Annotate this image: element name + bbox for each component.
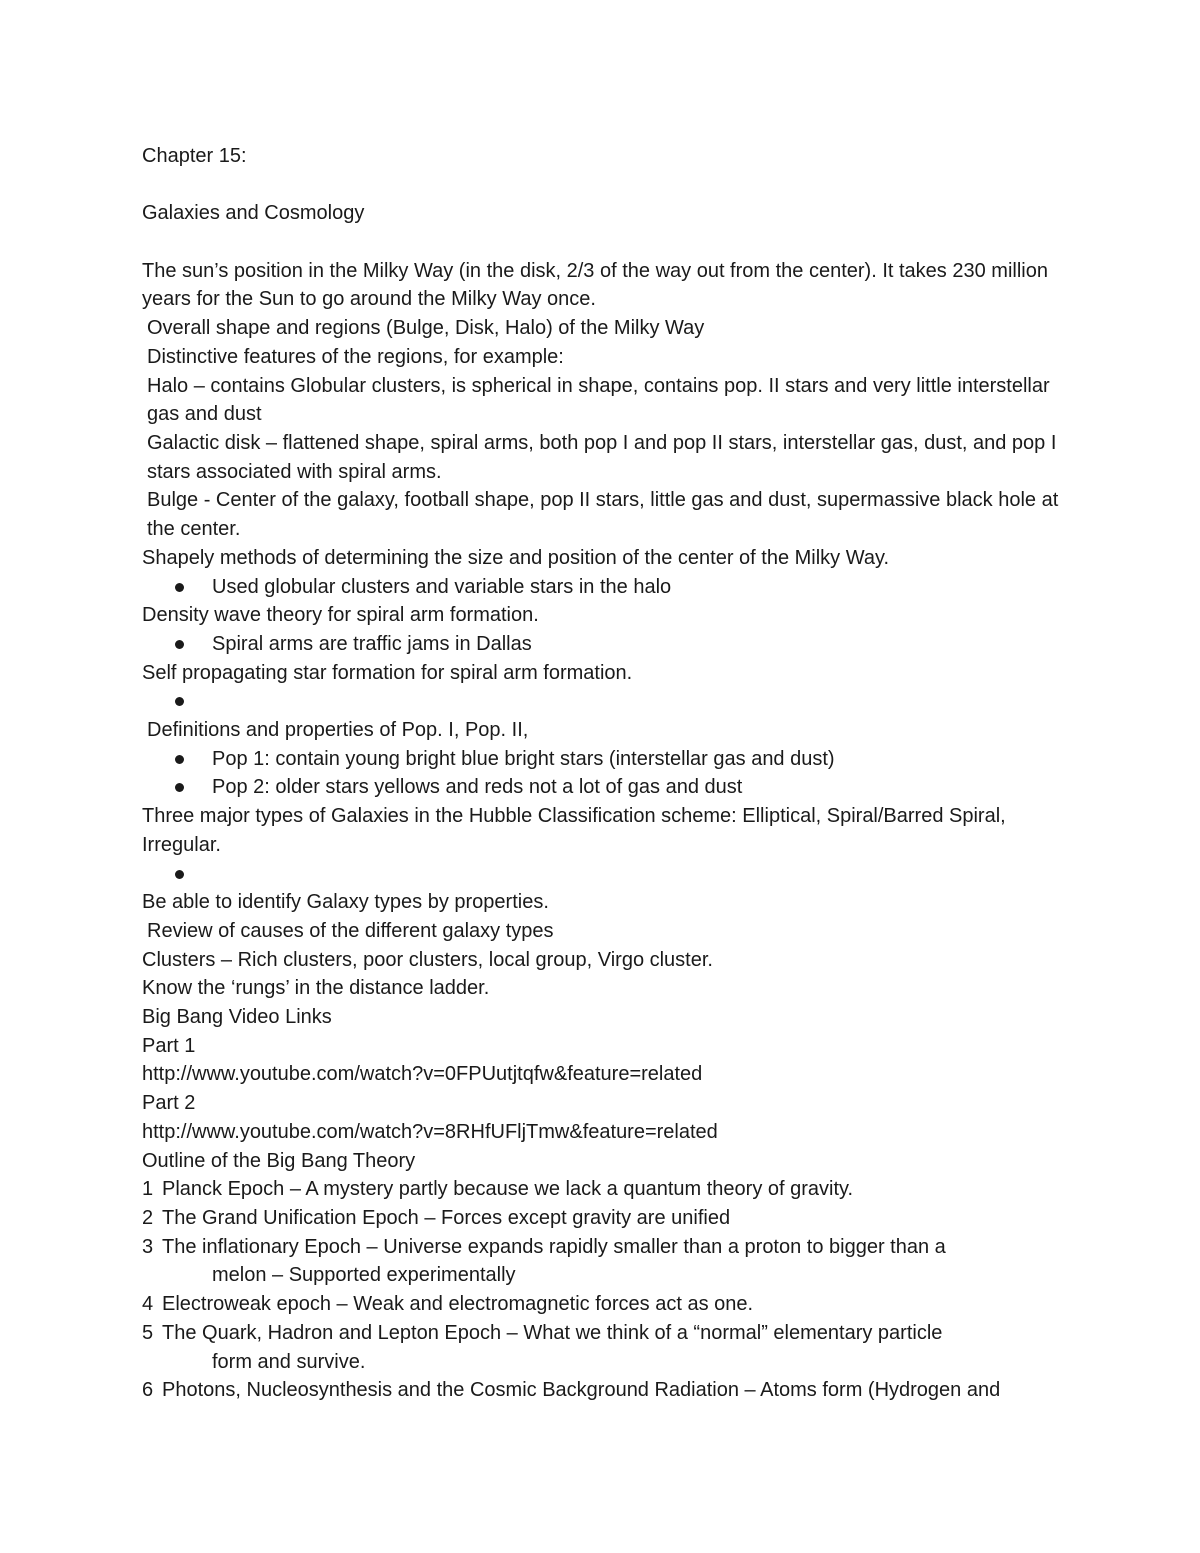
epoch-text-continued: melon – Supported experimentally — [212, 1264, 516, 1287]
paragraph-sun-position: The sun’s position in the Milky Way (in the disk, 2/3 of the way out from the center). It takes 230 million years for the Sun to go around the Milky Way once. — [142, 259, 1048, 311]
epoch-number: 5 — [142, 1321, 154, 1344]
epoch-item — [142, 1204, 1072, 1233]
part-2-url: http://www.youtube.com/watch?v=8RHfUFljTmw&feature=related — [142, 1120, 718, 1143]
epoch-text: The inflationary Epoch – Universe expands rapidly smaller than a proton to bigger than a — [162, 1235, 946, 1258]
bullet-item — [142, 630, 1072, 659]
bullet-text: Used globular clusters and variable stars in the halo — [212, 575, 672, 598]
epoch-item — [142, 1233, 1072, 1290]
chapter-heading: Chapter 15: — [142, 145, 247, 167]
blank-line — [142, 171, 1072, 200]
bullet-icon — [175, 783, 184, 792]
paragraph-self-propagating: Self propagating star formation for spiral arm formation. — [142, 661, 633, 684]
document-title: Galaxies and Cosmology — [142, 202, 365, 225]
epoch-item — [142, 1376, 1072, 1405]
paragraph-outline: Outline of the Big Bang Theory — [142, 1149, 416, 1172]
epoch-number: 3 — [142, 1235, 154, 1258]
epoch-text: Electroweak epoch – Weak and electromagnetic forces act as one. — [162, 1293, 754, 1316]
paragraph-distinctive-features: Distinctive features of the regions, for example: — [147, 345, 564, 368]
paragraph-clusters: Clusters – Rich clusters, poor clusters, local group, Virgo cluster. — [142, 948, 713, 971]
epoch-item — [142, 1290, 1072, 1319]
paragraph-definitions: Definitions and properties of Pop. I, Pop. II, — [147, 719, 529, 742]
bullet-item — [142, 573, 1072, 602]
epoch-text: Planck Epoch – A mystery partly because we lack a quantum theory of gravity. — [162, 1178, 854, 1201]
bullet-item — [142, 773, 1072, 802]
epoch-text: Photons, Nucleosynthesis and the Cosmic Background Radiation – Atoms form (Hydrogen and — [162, 1379, 1001, 1402]
bullet-text: Pop 1: contain young bright blue bright stars (interstellar gas and dust) — [212, 747, 835, 770]
epoch-text-continued: form and survive. — [212, 1350, 366, 1373]
epoch-number: 6 — [142, 1379, 154, 1402]
epoch-text: The Quark, Hadron and Lepton Epoch – What we think of a “normal” elementary particle — [162, 1321, 943, 1344]
paragraph-density-wave: Density wave theory for spiral arm formation. — [142, 604, 539, 627]
bullet-text: Spiral arms are traffic jams in Dallas — [212, 632, 532, 655]
part-2-label: Part 2 — [142, 1092, 196, 1115]
bullet-item — [142, 745, 1072, 774]
epoch-number: 2 — [142, 1206, 154, 1229]
epoch-text: The Grand Unification Epoch – Forces except gravity are unified — [162, 1206, 731, 1229]
epoch-item — [142, 1175, 1072, 1204]
paragraph-shapely-methods: Shapely methods of determining the size and position of the center of the Milky Way. — [142, 546, 890, 569]
paragraph-galactic-disk: Galactic disk – flattened shape, spiral arms, both pop I and pop II stars, interstellar gas, dust, and pop I stars associated with spiral arms. — [147, 432, 1057, 483]
bullet-item-empty — [142, 687, 1072, 716]
epoch-number: 4 — [142, 1293, 154, 1316]
bullet-icon — [175, 697, 184, 706]
paragraph-overall-shape: Overall shape and regions (Bulge, Disk, Halo) of the Milky Way — [147, 317, 705, 340]
bullet-icon — [175, 755, 184, 764]
paragraph-review-causes: Review of causes of the different galaxy types — [147, 919, 554, 942]
part-1-label: Part 1 — [142, 1034, 196, 1057]
bullet-icon — [175, 583, 184, 592]
epoch-item — [142, 1319, 1072, 1376]
bullet-icon — [175, 870, 184, 879]
part-1-url: http://www.youtube.com/watch?v=0FPUutjtqfw&feature=related — [142, 1063, 703, 1086]
paragraph-bulge: Bulge - Center of the galaxy, football shape, pop II stars, little gas and dust, supermassive black hole at the center. — [147, 489, 1059, 541]
document-body — [142, 142, 1072, 1405]
paragraph-video-links: Big Bang Video Links — [142, 1006, 332, 1029]
epoch-number: 1 — [142, 1178, 154, 1201]
bullet-text: Pop 2: older stars yellows and reds not a lot of gas and dust — [212, 776, 743, 799]
paragraph-halo: Halo – contains Globular clusters, is spherical in shape, contains pop. II stars and very little interstellar gas and dust — [147, 374, 1050, 426]
blank-line — [142, 228, 1072, 257]
paragraph-distance-ladder: Know the ‘rungs’ in the distance ladder. — [142, 977, 490, 1000]
bullet-item-empty — [142, 860, 1072, 889]
bullet-icon — [175, 640, 184, 649]
paragraph-identify-types: Be able to identify Galaxy types by properties. — [142, 891, 549, 914]
paragraph-hubble-types: Three major types of Galaxies in the Hubble Classification scheme: Elliptical, Spiral/Barred Spiral, Irregular. — [142, 805, 1006, 856]
